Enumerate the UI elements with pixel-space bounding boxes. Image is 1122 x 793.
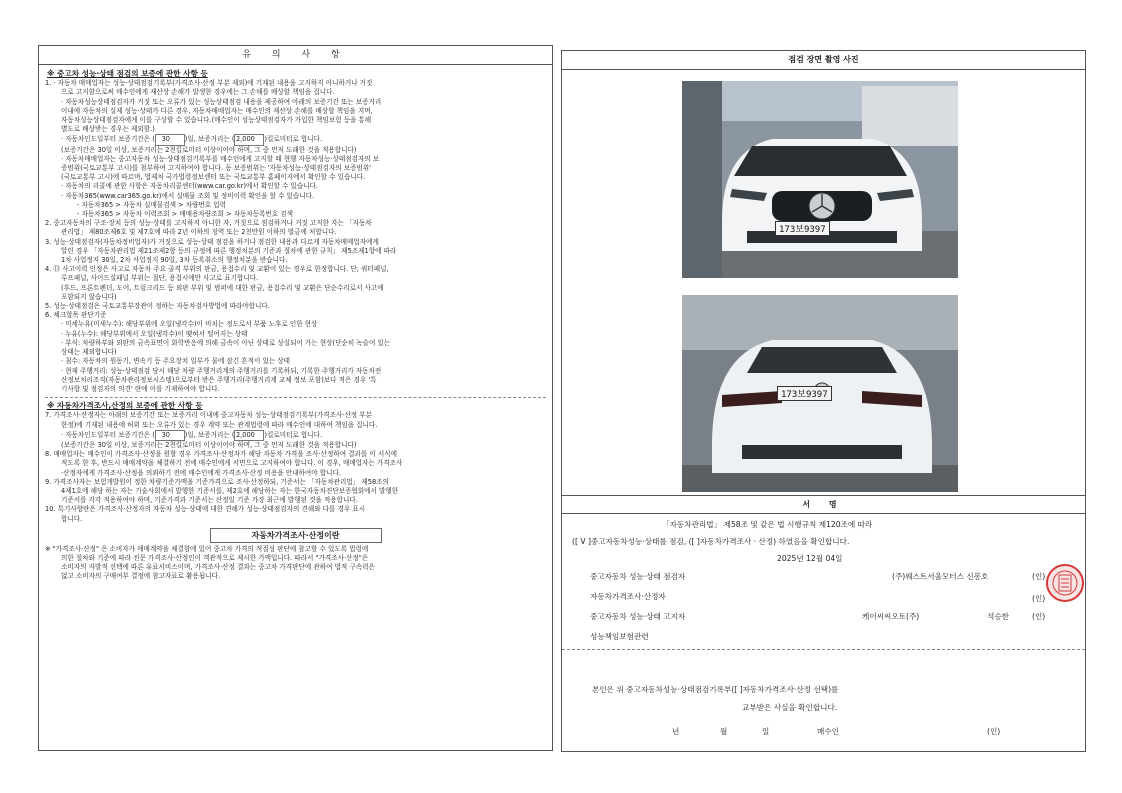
sec1c-line: · 침수: 자동차의 원동기, 변속기 등 주요장치 일부가 물에 잠긴 흔적이 있는 상태 xyxy=(61,357,291,366)
sec1b-line: (보증기간은 30일 이상, 보증거리는 2천킬로미터 이상이어야 하며, 그 중 먼저 도래한 것을 적용합니다) xyxy=(61,145,357,154)
sec1c-line: · 현재 주행거리: 성능·상태점검 당시 해당 차량 주행거리계의 주행거리를 기록하되, 기록한 주행거리가 자동차전 xyxy=(61,366,382,375)
sec1c-line: 2. 중고자동차의 구조·장치 등의 성능·상태를 고지하지 아니한 자, 거짓으로 점검하거나 거짓 고지한 자는 「자동차 xyxy=(45,219,372,228)
warranty-prefix: · 자동차인도일부터 보증기간은 ( xyxy=(61,135,155,144)
notice-panel xyxy=(38,45,553,751)
sec2b-line: ·산정자에게 가격조사·산정을 의뢰하기 전에 매수인에게 가격조사·산정 비용을 안내하여야 합니다. xyxy=(61,468,341,477)
inspector-name: (주)웨스트서울모터스 신봉호 xyxy=(892,572,989,581)
front-car-photo xyxy=(682,81,958,278)
sec3-line: 소비자의 자발적 선택에 따른 유료서비스이며, 가격조사·산정 결과는 중고차 가격판단에 관하여 법적 구속력은 xyxy=(61,563,375,572)
sign-divider xyxy=(562,649,1085,650)
notice-body xyxy=(39,65,552,584)
sec1-line: 이내에 자동차의 실제 성능·상태가 다른 경우, 자동차매매업자는 매수인의 재산상 손해를 배상할 책임을 지며, xyxy=(61,106,373,115)
front-license-plate: 173보9397 xyxy=(775,221,830,236)
section1-text xyxy=(45,79,546,134)
sec1c-line: (후드, 프론트펜더, 도어, 트렁크리드 등 외판 부위 및 범퍼에 대한 판금, 용접수리 및 교환은 단순수리로서 사고에 xyxy=(61,283,384,292)
sec1c-line: 4. ⑬ 사고이력 인정은 사고로 자동차 주요 골격 부위의 판금, 용접수리 및 교환이 있는 경우로 한정합니다. 단, 쿼터패널, xyxy=(45,265,389,274)
buyer-confirm-line2: 교부받은 사실을 확인합니다. xyxy=(742,703,838,712)
section2-text-b xyxy=(45,441,546,524)
sec1b-line: (국토교통부 고시)에 따르며, 법제처 국가법령정보센터 또는 국토교통부 홈페이지에서 확인할 수 있습니다. xyxy=(61,173,366,182)
buyer-day: 일 xyxy=(762,727,770,736)
sec1b-line: 증범위(국토교통부 고시)를 첨부하여 고지하여야 합니다. 동 보증범위는 '자동차성능·상태점검자의 보증범위' xyxy=(61,164,371,173)
notice-header: 유 의 사 항 xyxy=(39,46,552,65)
sec1c-line: 루프패널, 사이드실패널 부위는 절단, 용접시에만 사고로 표기합니다. xyxy=(61,274,259,283)
section1-text-b xyxy=(45,146,546,220)
buyer-confirm-line1: 본인은 위 중고자동차성능·상태점검기록부([ ]자동차가격조사·산정 선택)를 xyxy=(592,685,839,694)
buyer-label: 매수인 xyxy=(817,727,840,736)
sec1c-line: · 누유(누수): 해당부위에서 오일(냉각수)이 맺혀서 떨어지는 상태 xyxy=(61,329,248,338)
rear-license-plate: 173보9397 xyxy=(777,386,832,401)
sec3-line: 없고 소비자의 구매여부 결정에 참고자료로 활용됩니다. xyxy=(61,572,221,581)
sec1c-line: · 미세누유(미세누수): 해당부위에 오일(냉각수)이 비치는 정도로서 부품 노후로 인한 현상 xyxy=(61,320,318,329)
notifier-label: 중고자동차 성능·상태 고지자 xyxy=(590,612,686,621)
section2-text xyxy=(45,411,546,429)
warranty2-km: 2,000 xyxy=(234,430,264,441)
sec1c-line: 산정보처리조직(자동차관리정보시스템)으로부터 받은 주행거리(주행거리계 교체 정보 포함)보다 적은 경우 '특 xyxy=(61,375,377,384)
sec1b-line: - 자동차365 > 자동차 실매물검색 > 차량번호 입력 xyxy=(77,200,226,209)
buyer-year: 년 xyxy=(672,727,680,736)
section1-text-c xyxy=(45,219,546,394)
warranty-suffix: )킬로미터로 합니다. xyxy=(264,135,323,144)
sec2b-line: 적도록 한 후, 반드시 매매계약을 체결하기 전에 매수인에게 서면으로 고지하여야 합니다. 이 경우, 매매업자는 가격조사 xyxy=(61,459,403,468)
photo-sign-panel xyxy=(561,50,1086,752)
notifier-seal: (인) xyxy=(1032,612,1046,621)
sec1c-line: 6. 체크항목 판단기준 xyxy=(45,311,107,320)
sec1c-line: 1차 사업정지 30일, 2차 사업정지 90일, 3차 등록취소의 행정처분을 받습니다. xyxy=(61,256,288,265)
sec2b-line: (보증기간은 30일 이상, 보증거리는 2천킬로미터 이상이어야 하며, 그 중 먼저 도래한 것을 적용합니다) xyxy=(61,440,357,449)
sec1b-line: · 자동차365(www.car365.go.kr)에서 실매물 조회 및 정비이력 확인을 할 수 있습니다. xyxy=(61,191,315,200)
rear-car-photo xyxy=(682,295,958,492)
sec3-line: ※ "가격조사·산정" 은 소비자가 매매계약을 체결함에 있어 중고차 가격의 적절성 판단에 참고할 수 있도록 법령에 xyxy=(45,544,369,553)
warranty2-prefix: · 자동차인도일부터 보증기간은 ( xyxy=(61,430,155,439)
company-seal-stamp xyxy=(1045,563,1085,603)
sec2b-line: 합니다. xyxy=(61,514,83,523)
sec1b-line: - 자동차365 > 자동차 이력조회 > 매매용차량조회 > 자동차등록번호 검색 xyxy=(77,210,294,219)
sec2b-line: 기준서를 각각 적용하여야 하며, 기준가격과 기준서는 산정일 기준 가장 최근에 발행된 것을 적용합니다. xyxy=(61,496,358,505)
warranty-km: 2,000 xyxy=(234,134,264,145)
warranty-line xyxy=(45,134,546,145)
front-car-image xyxy=(682,81,958,278)
warranty2-suffix: )킬로미터로 합니다. xyxy=(264,430,323,439)
sec1-line: 자동차성능상태점검자에게 이를 구상할 수 있습니다.(매수인이 성능상태점검자가 가입한 책임보험 등을 통해 xyxy=(61,116,372,125)
sec2b-line: 9. 가격조사자는 보험개발원이 정한 차량기준가액을 기준가격으로 조사·산정하되, 기준서는 「자동차관리법」 제58조의 xyxy=(45,477,389,486)
section2-title: ※ 자동차가격조사,산정의 보증에 관한 사항 등 xyxy=(47,401,203,411)
notifier-name: 석승한 xyxy=(987,612,1010,621)
insurance-label: 성능책임보험관련 xyxy=(590,632,649,641)
notifier-company: 케이씨씨오토(주) xyxy=(862,612,920,621)
sec1c-line: · 부식: 차량하부와 외판의 금속표면이 화학반응에 의해 금속이 아닌 상태로 상실되어 가는 현상(단순히 녹슬어 있는 xyxy=(61,338,391,347)
divider xyxy=(45,397,546,398)
warranty2-days: 30 xyxy=(155,430,185,441)
sec1c-line: 상태는 제외합니다) xyxy=(61,348,117,357)
buyer-month: 월 xyxy=(720,727,728,736)
law-reference: 「자동차관리법」 제58조 및 같은 법 시행규칙 제120조에 따라 xyxy=(662,520,873,529)
sec1c-line: 관리법」 제80조제6호 및 제7호에 따라 2년 이하의 징역 또는 2천만원 이하의 벌금에 처합니다. xyxy=(61,228,337,237)
sec1b-line: · 자동차매매업자는 중고자동차 성능·상태점검기록부를 매수인에게 고지할 때 현행 자동차성능·상태점검자의 보 xyxy=(61,154,380,163)
section3-text xyxy=(45,545,546,582)
sec2b-line: 10. 특기사항란은 가격조사·산정자의 자동차 성능·상태에 대한 견해가 성능·상태점검자의 견해와 다를 경우 표시 xyxy=(45,505,366,514)
warranty2-line xyxy=(45,430,546,441)
buyer-seal: (인) xyxy=(987,727,1001,736)
sec1c-line: 알린 경우 「자동차관리법 제21조제2항 등의 규정에 따른 행정처분의 기준과 절차에 관한 규칙」 제5조제1항에 따라 xyxy=(61,246,397,255)
warranty-mid: )일, 보증거리는 ( xyxy=(184,135,235,144)
photo-header: 점검 장면 촬영 사진 xyxy=(562,51,1085,70)
sec1b-line: · 자동차의 리콜에 관한 사항은 자동차리콜센터(www.car.go.kr)에서 확인할 수 있습니다. xyxy=(61,182,319,191)
sec1c-line: 3. 성능·상태점검자(자동차정비업자)가 거짓으로 성능·상태 점검을 하거나 점검한 내용과 다르게 자동차매매업자에게 xyxy=(45,237,379,246)
inspector-seal: (인) xyxy=(1032,572,1046,581)
sec2b-line: 4제1호에 해당 하는 자는 기술사회에서 발행한 기준서를, 제2호에 해당하는 자는 한국자동차진단보증협회에서 발행한 xyxy=(61,486,399,495)
section1-title: ※ 중고차 성능·상태 점검의 보증에 관한 사항 등 xyxy=(47,69,208,78)
appraiser-label: 자동차가격조사·산정자 xyxy=(590,592,666,601)
sec1-line: · 자동차성능상태점검자가 거짓 또는 오류가 있는 성능상태점검 내용을 제공하여 아래의 보증기간 또는 보증거리 xyxy=(61,97,382,106)
inspector-label: 중고자동차 성능·상태 점검자 xyxy=(590,572,686,581)
signature-header: 서 명 xyxy=(562,495,1085,514)
appraiser-seal: (인) xyxy=(1032,594,1046,603)
sec1-line: 으로 고지함으로써 매수인에게 재산상 손해가 발생한 경우에는 그 손해를 배상할 책임을 집니다. xyxy=(61,88,335,97)
sign-date: 2025년 12월 04일 xyxy=(777,554,843,563)
sec3-line: 의한 절차와 기준에 따라 전문 가격조사·산정인이 객관적으로 제시한 가액입니다. 따라서 "가격조사·산정"은 xyxy=(61,553,369,562)
sec1-line: 별도로 배상받는 경우는 제외함.) xyxy=(61,125,155,134)
sec1-line: 1. · 자동차 매매업자는 성능·상태점검기록부(가격조사·산정 부분 제외)에 기재된 내용을 고지하지 아니하거나 거짓 xyxy=(45,79,373,88)
sec1c-line: 포함되지 않습니다) xyxy=(61,292,117,301)
sec1c-line: 기사항 및 점검자의 의견' 란에 이를 기재하여야 합니다. xyxy=(61,384,220,393)
sec2-line: 한정)에 기재된 내용에 허위 또는 오류가 있는 경우 계약 또는 관계법령에 따라 매수인에 대하여 책임을 집니다. xyxy=(61,420,378,429)
sec2-line: 7. 가격조사·산정자는 아래의 보증기간 또는 보증거리 이내에 중고자동차 성능·상태점검기록부(가격조사·산정 부분 xyxy=(45,411,373,420)
warranty2-mid: )일, 보증거리는 ( xyxy=(184,430,235,439)
warranty-days: 30 xyxy=(155,134,185,145)
check-line: ([ V ]중고자동차성능·상태를 점검, ([ ]자동차가격조사 · 산정) 하였음을 확인합니다. xyxy=(572,537,850,546)
sec2b-line: 8. 매매업자는 매수인이 가격조사·산정을 원할 경우 가격조사·산정자가 해당 자동차 가격을 조사·산정하여 결과를 이 서식에 xyxy=(45,450,397,459)
sec1c-line: 5. 성능·상태점검은 국토교통부장관이 정하는 자동차검사방법에 따라야합니다. xyxy=(45,302,270,311)
price-survey-title: 자동차가격조사·산정이란 xyxy=(210,528,382,543)
